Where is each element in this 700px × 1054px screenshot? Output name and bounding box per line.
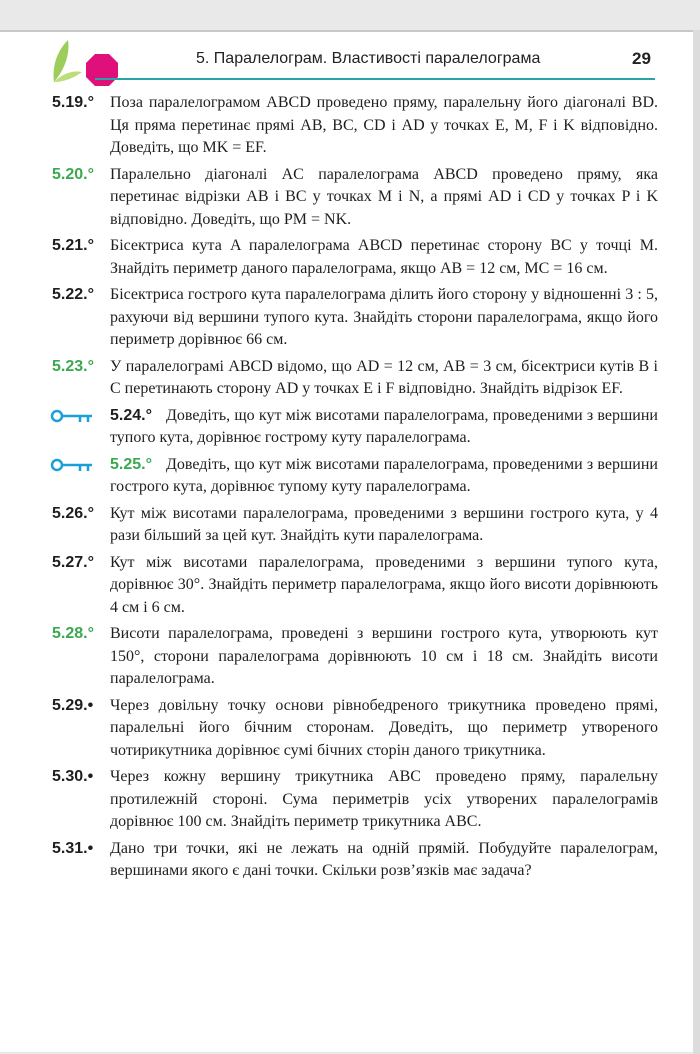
exercise (0, 235, 693, 280)
exercise-text: Кут між висотами паралелограма, проведеними з вершини тупого кута, дорівнює 30°. Знайдіть периметр паралелограма, якщо його висоти дорівнюють 4 см і 6 см. (110, 553, 658, 616)
exercise-text: Через кожну вершину трикутника ABC проведено пряму, паралельну протилежній стороні. Сума периметрів усіх утворених паралелограмів дорівнює 100 см. Знайдіть периметр трикутника ABC. (110, 768, 658, 830)
exercise-text: Доведіть, що кут між висотами паралелограма, проведеними з вершини гострого кута, дорівнює тупому куту паралелограма. (110, 455, 658, 495)
exercise-text: Дано три точки, які не лежать на одній прямій. Побудуйте паралелограм, вершинами якого є дані точки. Скільки розв’язків має задача? (110, 839, 658, 879)
exercise (0, 695, 693, 763)
exercise-text: Бісектриса кута A паралелограма ABCD перетинає сторону BC у точці M. Знайдіть периметр даного паралелограма, якщо AB = 12 см, MC = 16 см. (110, 237, 658, 277)
key-icon (50, 409, 94, 423)
exercise-number: 5.20.° (52, 165, 94, 183)
exercise-text: Паралельно діагоналі AC паралелограма ABCD проведено пряму, яка перетинає відрізки AB і BC у точках M і N, а прямі AD і CD у точках P і K відповідно. Доведіть, що PM = NK. (110, 165, 658, 228)
exercise-text: Поза паралелограмом ABCD проведено пряму, паралельну його діагоналі BD. Ця пряма перетинає прямі AB, BC, CD і AD у точках E, M, F і K відповідно. Доведіть, що MK = EF. (110, 94, 658, 156)
exercise (0, 552, 693, 620)
exercise (0, 503, 693, 548)
exercise-number: 5.27.° (52, 553, 94, 571)
exercise-list (0, 92, 693, 887)
octagon-badge-icon (84, 52, 120, 88)
page-edge (693, 30, 700, 1054)
exercise (0, 623, 693, 691)
exercise-number: 5.29.• (52, 696, 94, 714)
chapter-title: 5. Паралелограм. Властивості паралелограма (196, 50, 541, 67)
exercise-number: 5.28.° (52, 625, 94, 642)
exercise-number: 5.31.• (52, 839, 94, 857)
exercise-text: Доведіть, що кут між висотами паралелограма, проведеними з вершини тупого кута, дорівнює гострому куту паралелограма. (110, 406, 658, 446)
key-icon (50, 458, 94, 472)
exercise-text: Висоти паралелограма, проведені з вершини гострого кута, утворюють кут 150°, сторони паралелограма дорівнюють 10 см і 18 см. Знайдіть висоти паралелограма. (110, 625, 658, 687)
leaf-logo-icon (48, 38, 84, 84)
exercise (0, 838, 693, 883)
exercise-number: 5.22.° (52, 286, 94, 303)
exercise-number: 5.25.° (110, 455, 152, 473)
exercise (0, 356, 693, 401)
textbook-page (0, 30, 693, 1052)
exercise-number: 5.19.° (52, 94, 94, 111)
exercise (0, 284, 693, 352)
exercise-number: 5.21.° (52, 237, 94, 254)
exercise-text: Кут між висотами паралелограма, проведеними з вершини гострого кута, у 4 рази більший за цей кут. Знайдіть кути паралелограма. (110, 504, 658, 544)
page-header (0, 32, 693, 92)
exercise (0, 454, 693, 499)
exercise-number: 5.30.• (52, 768, 94, 785)
header-divider (95, 78, 655, 80)
exercise (0, 405, 693, 450)
exercise-text: У паралелограмі ABCD відомо, що AD = 12 см, AB = 3 см, бісектриси кутів B і C перетинають сторону AD у точках E і F відповідно. Знайдіть відрізок EF. (110, 357, 658, 397)
exercise (0, 766, 693, 834)
exercise (0, 164, 693, 232)
exercise-text: Через довільну точку основи рівнобедреного трикутника проведено прямі, паралельні його бічним сторонам. Доведіть, що периметр утвореного чотирикутника дорівнює сумі бічних сторін даного трикутника. (110, 696, 658, 759)
exercise-number: 5.26.° (52, 504, 94, 522)
exercise-number: 5.23.° (52, 357, 94, 375)
exercise-number: 5.24.° (110, 406, 152, 424)
exercise (0, 92, 693, 160)
exercise-text: Бісектриса гострого кута паралелограма ділить його сторону у відношенні 3 : 5, рахуючи від вершини тупого кута. Знайдіть сторони паралелограма, якщо його периметр дорівнює 66 см. (110, 286, 658, 348)
page-number: 29 (632, 49, 651, 68)
